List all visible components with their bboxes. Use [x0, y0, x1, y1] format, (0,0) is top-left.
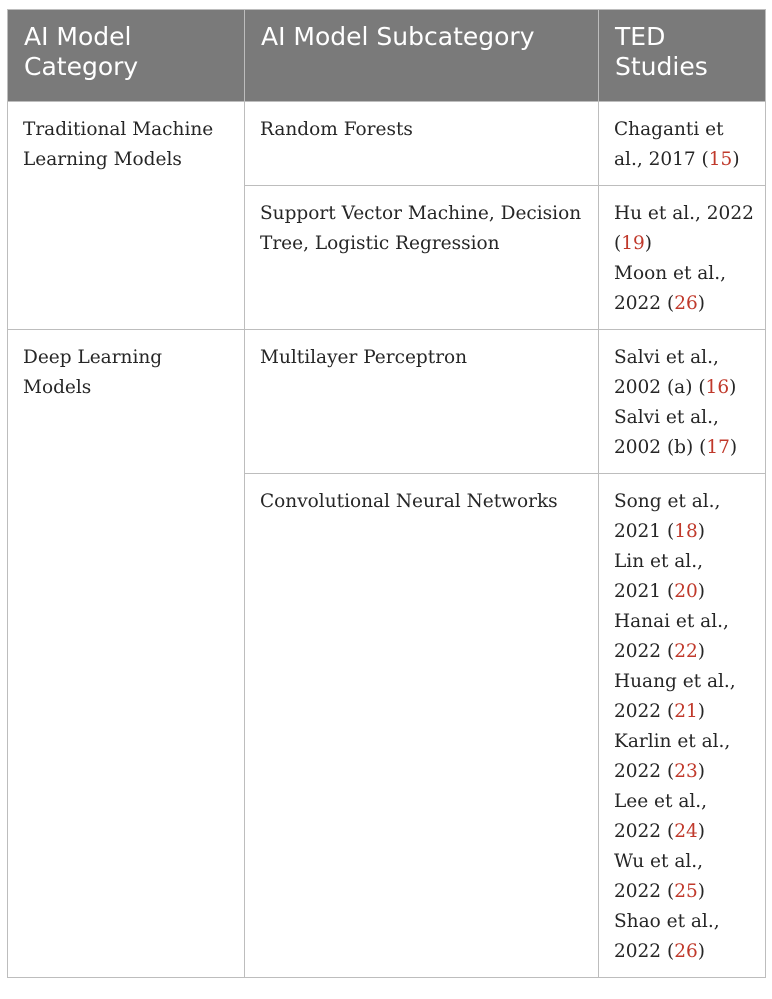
- study-text: Hu et al., 2022: [614, 203, 754, 224]
- table-header-row: [8, 10, 766, 102]
- reference-link[interactable]: 25: [674, 881, 698, 902]
- subcategory-cell: Convolutional Neural Networks: [245, 474, 599, 978]
- study-citation: Salvi et al., 2002 (b) (17): [614, 407, 738, 458]
- studies-cell: [599, 102, 766, 186]
- study-text: Salvi et al., 2002 (a): [614, 347, 719, 398]
- study-citation: Wu et al., 2022 (25): [614, 851, 705, 902]
- study-text: Moon et al., 2022: [614, 263, 726, 314]
- reference-link[interactable]: 19: [621, 233, 645, 254]
- reference-link[interactable]: 23: [674, 761, 698, 782]
- studies-cell: [599, 330, 766, 474]
- reference-link[interactable]: 26: [674, 941, 698, 962]
- reference-link[interactable]: 16: [705, 377, 730, 398]
- study-text: Salvi et al., 2002 (b): [614, 407, 719, 458]
- reference-link[interactable]: 21: [674, 701, 698, 722]
- subcategory-cell: Random Forests: [245, 102, 599, 186]
- ai-models-table: [7, 9, 766, 978]
- study-citation: Moon et al., 2022 (26): [614, 263, 726, 314]
- reference-link[interactable]: 17: [706, 437, 730, 458]
- subcategory-cell: Support Vector Machine, Decision Tree, Logistic Regression: [245, 186, 599, 330]
- study-citation: Song et al., 2021 (18): [614, 491, 721, 542]
- subcategory-cell: Multilayer Perceptron: [245, 330, 599, 474]
- study-citation: Lee et al., 2022 (24): [614, 791, 708, 842]
- studies-cell: [599, 474, 766, 978]
- reference-link[interactable]: 24: [674, 821, 698, 842]
- reference-link[interactable]: 15: [708, 149, 733, 170]
- study-text: Song et al., 2021: [614, 491, 721, 542]
- reference-link[interactable]: 26: [674, 293, 698, 314]
- header-ai-model-subcategory: AI Model Subcategory: [245, 10, 599, 102]
- study-citation: Karlin et al., 2022 (23): [614, 731, 731, 782]
- study-citation: Hu et al., 2022 (19): [614, 203, 754, 254]
- category-cell: Deep Learning Models: [8, 330, 245, 978]
- table-row: [8, 330, 766, 474]
- study-text: Wu et al., 2022: [614, 851, 704, 902]
- reference-link[interactable]: 18: [674, 521, 698, 542]
- reference-link[interactable]: 22: [674, 641, 698, 662]
- reference-link[interactable]: 20: [674, 581, 698, 602]
- table-row: [8, 102, 766, 186]
- study-text: Karlin et al., 2022: [614, 731, 731, 782]
- header-ted-studies: TED Studies: [599, 10, 766, 102]
- study-citation: Huang et al., 2022 (21): [614, 671, 736, 722]
- study-text: Lee et al., 2022: [614, 791, 708, 842]
- study-text: Shao et al., 2022: [614, 911, 720, 962]
- category-cell: Traditional Machine Learning Models: [8, 102, 245, 330]
- studies-cell: [599, 186, 766, 330]
- header-ai-model-category: AI Model Category: [8, 10, 245, 102]
- study-citation: Shao et al., 2022 (26): [614, 911, 720, 962]
- study-citation: Hanai et al., 2022 (22): [614, 611, 729, 662]
- study-citation: Lin et al., 2021 (20): [614, 551, 705, 602]
- study-text: Lin et al., 2021: [614, 551, 703, 602]
- study-citation: Chaganti et al., 2017 (15): [614, 119, 740, 170]
- study-text: Huang et al., 2022: [614, 671, 736, 722]
- study-text: Chaganti et al., 2017: [614, 119, 724, 170]
- study-text: Hanai et al., 2022: [614, 611, 729, 662]
- study-citation: Salvi et al., 2002 (a) (16): [614, 347, 737, 398]
